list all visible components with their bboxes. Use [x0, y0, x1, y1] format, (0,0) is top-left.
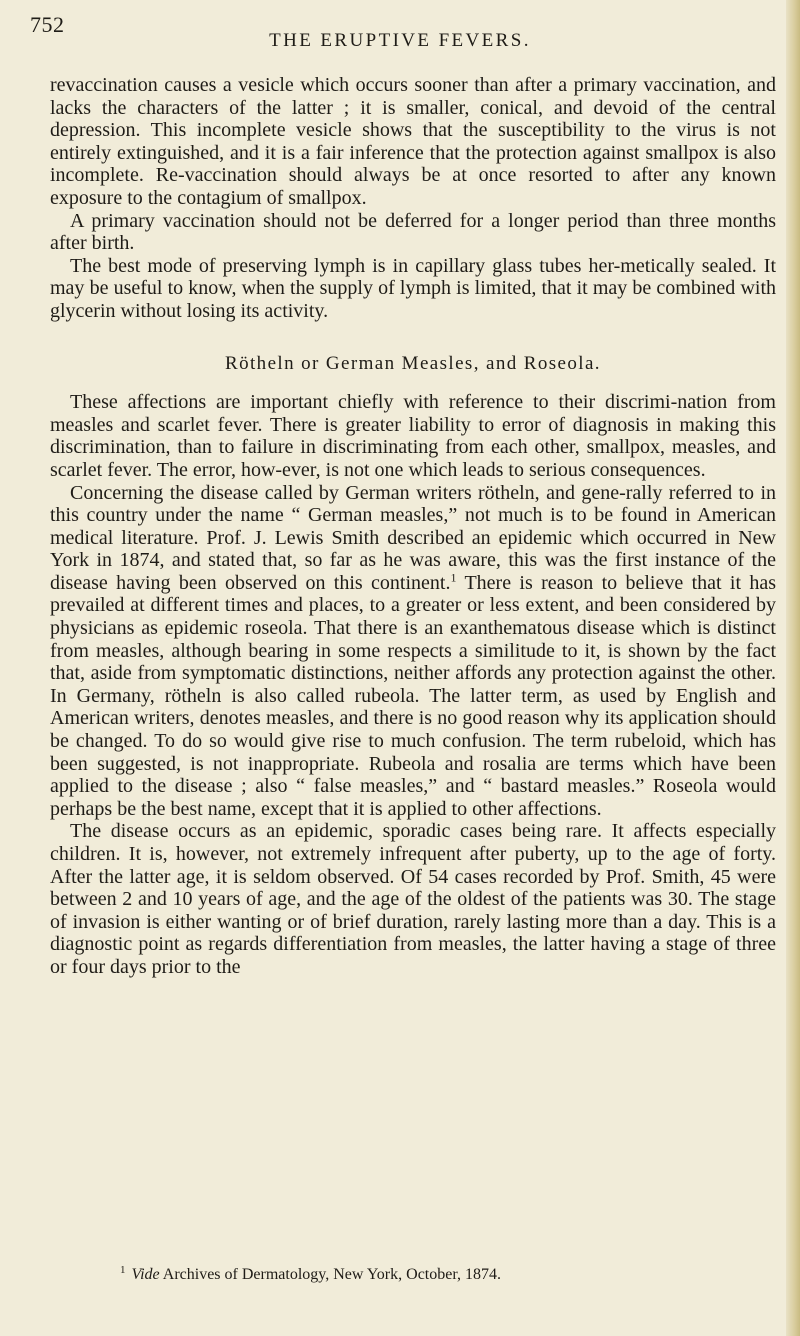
paragraph-concerning-part1: Concerning the disease called by German writers rötheln, and gene-rally referred to in this country under the name “ German measles,” not much is to be found in American medical literature. Prof. J. Lewis Smith described an epidemic which occurred in New York in 1874, and stated that, so far as he was aware, this was the first instance of the disease having been observed on this continent. [50, 481, 776, 594]
paragraph-concerning [50, 482, 776, 821]
body-text [50, 74, 776, 979]
paragraph-affections: These affections are important chiefly with reference to their discrimi-nation from measles and scarlet fever. There is greater liability to error of diagnosis in making this discrimination, than to failure in discriminating from each other, smallpox, measles, and scarlet fever. The error, how-ever, is not one which leads to serious consequences. [50, 391, 776, 481]
paragraph-revaccination: revaccination causes a vesicle which occurs sooner than after a primary vaccination, and lacks the characters of the latter ; it is smaller, conical, and devoid of the central depression. This incomplete vesicle shows that the susceptibility to the virus is not entirely extinguished, and it is a fair inference that the protection against smallpox is also incomplete. Re-vaccination should always be at once resorted to after any known exposure to the contagium of smallpox. [50, 74, 776, 209]
paragraph-disease-occurs: The disease occurs as an epidemic, sporadic cases being rare. It affects especially children. It is, however, not extremely infrequent after puberty, up to the age of forty. After the latter age, it is seldom observed. Of 54 cases recorded by Prof. Smith, 45 were between 2 and 10 years of age, and the age of the oldest of the patients was 30. The stage of invasion is either wanting or of brief duration, rarely lasting more than a day. This is a diagnostic point as regards differentiation from measles, the latter having a stage of three or four days prior to the [50, 820, 776, 978]
section-heading: Rötheln or German Measles, and Roseola. [225, 352, 601, 374]
footnote-vide: Vide [131, 1266, 160, 1283]
paragraph-concerning-part2: There is reason to believe that it has prevailed at different times and places, to a greater or less extent, and been considered by physicians as epidemic roseola. That there is an exanthematous disease which is distinct from measles, although bearing in some respects a similitude to it, is shown by the fact that, aside from symptomatic distinctions, neither affords any protection against the other. In Germany, rötheln is also called rubeola. The latter term, as used by English and American writers, denotes measles, and there is no good reason why its application should be changed. To do so would give rise to much confusion. The term rubeloid, which has been suggested, is not inappropriate. Rubeola and rosalia are terms which have been applied to the disease ; also “ false measles,” and “ bastard measles.” Roseola would perhaps be the best name, except that it is applied to other affections. [50, 571, 777, 820]
footnote-text: Archives of Dermatology, New York, October, 1874. [162, 1266, 502, 1283]
footnote-reference[interactable]: 1 [450, 570, 457, 585]
paragraph-primary-vaccination: A primary vaccination should not be deferred for a longer period than three months after birth. [50, 209, 776, 255]
page-number: 752 [30, 12, 65, 37]
page-edge [786, 0, 800, 1336]
footnote-mark: 1 [120, 1263, 126, 1276]
footnote [120, 1265, 760, 1285]
running-head: THE ERUPTIVE FEVERS. [269, 30, 531, 51]
paragraph-lymph: The best mode of preserving lymph is in capillary glass tubes her-metically sealed. It may be useful to know, when the supply of lymph is limited, that it may be combined with glycerin without losing its activity. [50, 254, 776, 322]
